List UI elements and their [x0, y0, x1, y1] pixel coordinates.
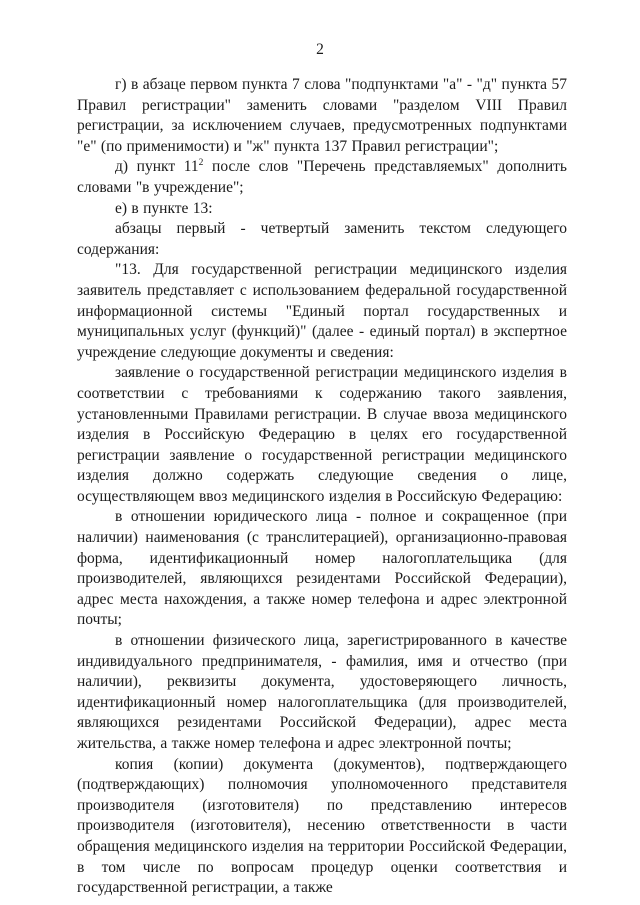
paragraph-application: заявление о государственной регистрации медицинского изделия в соответствии с требованиями к содержанию такого заявления, установленными Правилами регистрации. В случае ввоза медицинского изделия в Российскую Федерацию в целях его государственной регистрации заявление о государственной регистрации медицинского изделия должно содержать следующие сведения о лице, осуществляющем ввоз медицинского изделия в Российскую Федерацию:: [77, 364, 567, 505]
paragraph-copy-documents: копия (копии) документа (документов), подтверждающего (подтверждающих) полномочия уполномоченного представителя производителя (изготовителя) по представлению интересов производителя (изготовителя), несению ответственности в части обращения медицинского изделия на территории Российской Федерации, в том числе по вопросам процедур оценки соответствия и государственной регистрации, а также: [77, 755, 567, 897]
paragraph-d-start: д) пункт 11: [115, 158, 199, 176]
paragraph-d: [77, 157, 567, 198]
paragraph-e: е) в пункте 13:: [115, 199, 213, 217]
superscript-number: 2: [198, 158, 204, 169]
paragraph-individual: в отношении физического лица, зарегистрированного в качестве индивидуального предпринимателя, - фамилия, имя и отчество (при наличии), реквизиты документа, удостоверяющего личность, идентификационный номер налогоплательщика (для производителей, являющихся резидентами Российской Федерации), адрес места жительства, а также номер телефона и адрес электронной почты;: [77, 632, 567, 752]
page-number: 2: [316, 41, 324, 58]
paragraph-replace-instruction: абзацы первый - четвертый заменить текстом следующего содержания:: [77, 220, 567, 258]
paragraph-g: г) в абзаце первом пункта 7 слова "подпунктами "а" - "д" пункта 57 Правил регистрации" заменить словами "разделом VIII Правил регистрации, за исключением случаев, предусмотренных подпунктами "е" (по применимости) и "ж" пункта 137 Правил регистрации";: [77, 76, 567, 155]
paragraph-d-end: после слов "Перечень представляемых" дополнить словами "в учреждение";: [77, 158, 567, 196]
paragraph-13: "13. Для государственной регистрации медицинского изделия заявитель представляет с использованием федеральной государственной информационной системы "Единый портал государственных и муниципальных услуг (функций)" (далее - единый портал) в экспертное учреждение следующие документы и сведения:: [77, 261, 567, 361]
paragraph-legal-entity: в отношении юридического лица - полное и сокращенное (при наличии) наименования (с транслитерацией), организационно-правовая форма, идентификационный номер налогоплательщика (для производителей, являющихся резидентами Российской Федерации), адрес места нахождения, а также номер телефона и адрес электронной почты;: [77, 508, 567, 629]
document-body: [77, 75, 567, 899]
